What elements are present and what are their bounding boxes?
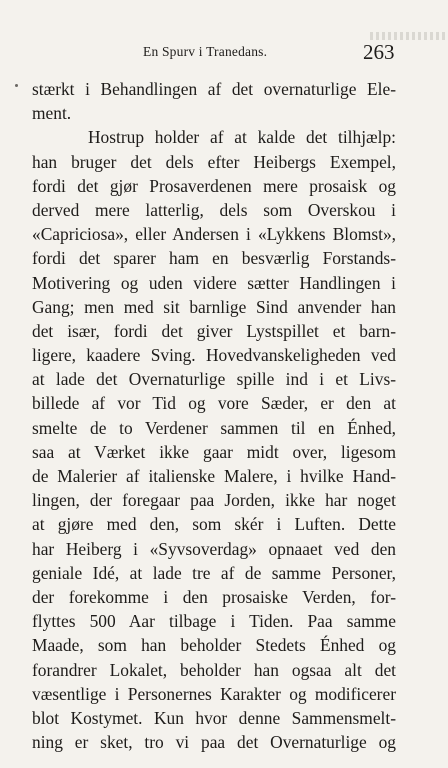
text-line: geniale Idé, at lade tre af de samme Personer, [32, 562, 396, 583]
text-line: lingen, der foregaar paa Jorden, ikke har noget [32, 490, 396, 511]
text-line: «Capriciosa», eller Andersen i «Lykkens Blomst», [32, 224, 396, 245]
text-line: at gjøre med den, som skér i Luften. Dette [32, 514, 396, 535]
text-line: det især, fordi det giver Lystspillet et barn- [32, 320, 396, 341]
text-line: han bruger det dels efter Heibergs Exempel, [32, 151, 396, 172]
text-line: stærkt i Behandlingen af det overnaturlige Ele- [32, 79, 396, 99]
page-header [0, 40, 448, 70]
text-line: ligere, kaadere Sving. Hovedvanskeligheden ved [32, 345, 396, 366]
text-line: forandrer Lokalet, beholder han ogsaa alt det [32, 659, 396, 680]
text-line: de Malerier af italienske Malere, i hvilke Hand- [32, 466, 396, 486]
text-line: at lade det Overnaturlige spille ind i et Livs- [32, 369, 396, 390]
text-line: blot Kostymet. Kun hvor denne Sammensmelt- [32, 707, 396, 728]
margin-speck [15, 84, 18, 87]
text-line: der forekomme i den prosaiske Verden, for- [32, 586, 396, 607]
text-line: derved mere latterlig, dels som Overskou i [32, 199, 396, 220]
text-line: smelte de to Verdener sammen til en Énhed, [32, 417, 396, 438]
text-line: Maade, som han beholder Stedets Énhed og [32, 635, 396, 656]
text-line: væsentlige i Personernes Karakter og modificerer [32, 683, 396, 704]
text-line: flyttes 500 Aar tilbage i Tiden. Paa samme [32, 611, 396, 632]
text-line: billede af vor Tid og vore Sæder, er den at [32, 393, 396, 414]
body-text [32, 77, 396, 754]
bleed-through-mark [370, 32, 448, 40]
text-line: Hostrup holder af at kalde det tilhjælp: [88, 127, 396, 148]
text-line: ning er sket, tro vi paa det Overnaturlige og [32, 732, 396, 753]
page-number: 263 [363, 40, 395, 64]
text-line: fordi det sparer ham en besværlig Forstands- [32, 248, 396, 269]
text-line: fordi det gjør Prosaverdenen mere prosaisk og [32, 175, 396, 196]
text-line: har Heiberg i «Syvsoverdag» opnaaet ved den [32, 538, 396, 559]
text-line: saa at Værket ikke gaar midt over, ligesom [32, 441, 396, 462]
running-head: En Spurv i Tranedans. [143, 44, 268, 59]
text-line: Gang; men med sit barnlige Sind anvender han [32, 296, 396, 317]
text-line: ment. [32, 103, 72, 124]
text-line: Motivering og uden videre sætter Handlingen i [32, 272, 396, 293]
